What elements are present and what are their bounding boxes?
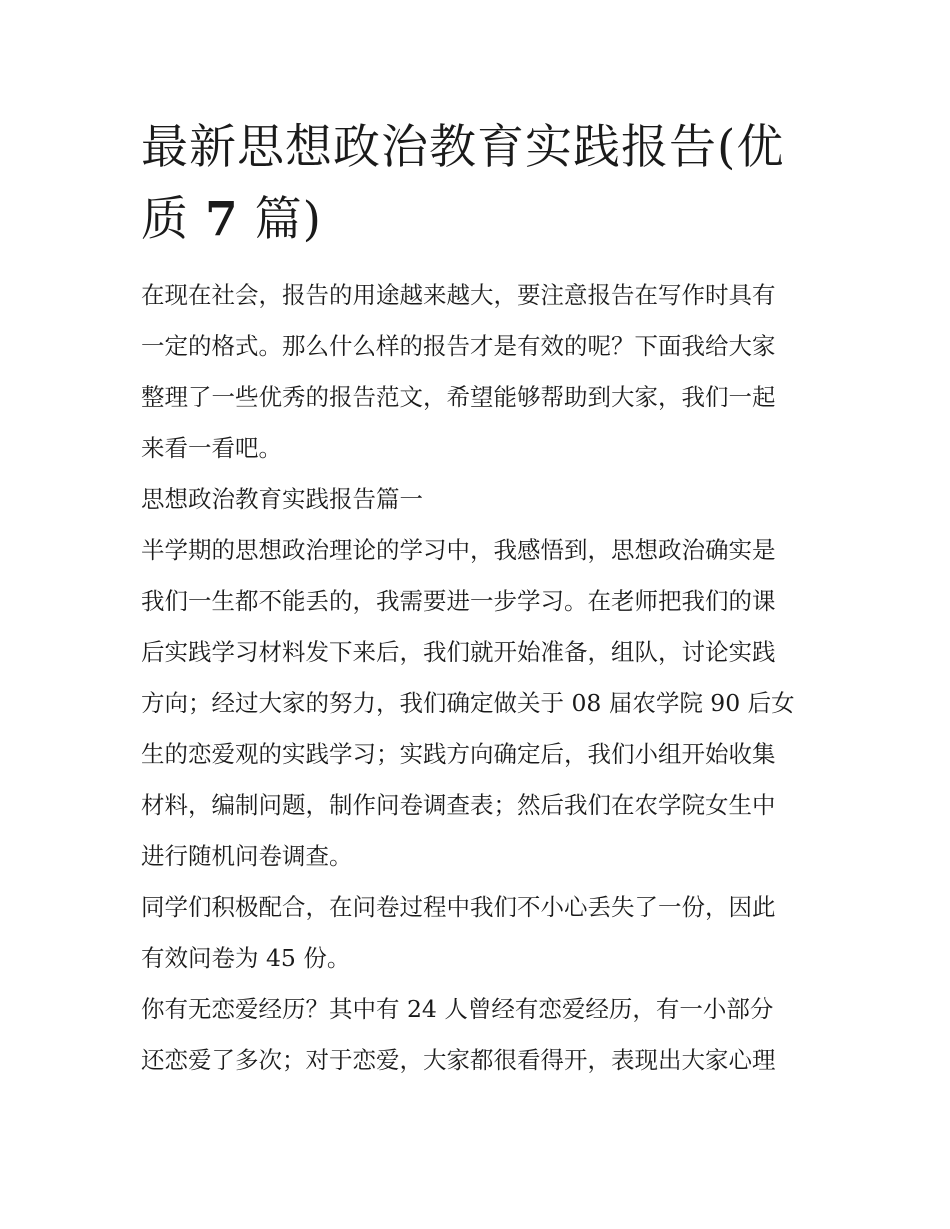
intro-line: 来看一看吧。 bbox=[141, 434, 282, 462]
intro-line: 一定的格式。那么什么样的报告才是有效的呢？下面我给大家 bbox=[141, 332, 776, 360]
paragraph-1-line: 半学期的思想政治理论的学习中，我感悟到，思想政治确实是 bbox=[141, 536, 776, 564]
paragraph-3 bbox=[141, 984, 813, 1086]
paragraph-1-line: 我们一生都不能丢的，我需要进一步学习。在老师把我们的课 bbox=[141, 587, 776, 615]
paragraph-1-line: 生的恋爱观的实践学习；实践方向确定后，我们小组开始收集 bbox=[141, 740, 776, 768]
paragraph-2-line: 有效问卷为 45 份。 bbox=[141, 944, 351, 972]
intro-line: 整理了一些优秀的报告范文，希望能够帮助到大家，我们一起 bbox=[141, 383, 776, 411]
intro-paragraph bbox=[141, 270, 813, 474]
title-line-2-pre: 质 bbox=[141, 192, 205, 247]
paragraph-3-line: 还恋爱了多次；对于恋爱，大家都很看得开，表现出大家心理 bbox=[141, 1046, 776, 1074]
title-line-2-number: 7 bbox=[204, 192, 239, 247]
title-line-2-post: 篇) bbox=[238, 192, 322, 247]
document-page bbox=[141, 112, 813, 1086]
paragraph-1-line: 方向；经过大家的努力，我们确定做关于 08 届农学院 90 后女 bbox=[141, 689, 795, 717]
paragraph-3-line: 你有无恋爱经历？其中有 24 人曾经有恋爱经历，有一小部分 bbox=[141, 995, 774, 1023]
paragraph-1 bbox=[141, 525, 813, 882]
intro-line: 在现在社会，报告的用途越来越大，要注意报告在写作时具有 bbox=[141, 281, 776, 309]
title-line-1: 最新思想政治教育实践报告(优 bbox=[141, 120, 785, 175]
section-heading: 思想政治教育实践报告篇一 bbox=[141, 485, 423, 513]
paragraph-2 bbox=[141, 882, 813, 984]
paragraph-1-line: 后实践学习材料发下来后，我们就开始准备，组队，讨论实践 bbox=[141, 638, 776, 666]
paragraph-2-line: 同学们积极配合，在问卷过程中我们不小心丢失了一份，因此 bbox=[141, 893, 776, 921]
paragraph-1-line: 材料，编制问题，制作问卷调查表；然后我们在农学院女生中 bbox=[141, 791, 776, 819]
paragraph-1-line: 进行随机问卷调查。 bbox=[141, 842, 353, 870]
document-title bbox=[141, 112, 813, 256]
